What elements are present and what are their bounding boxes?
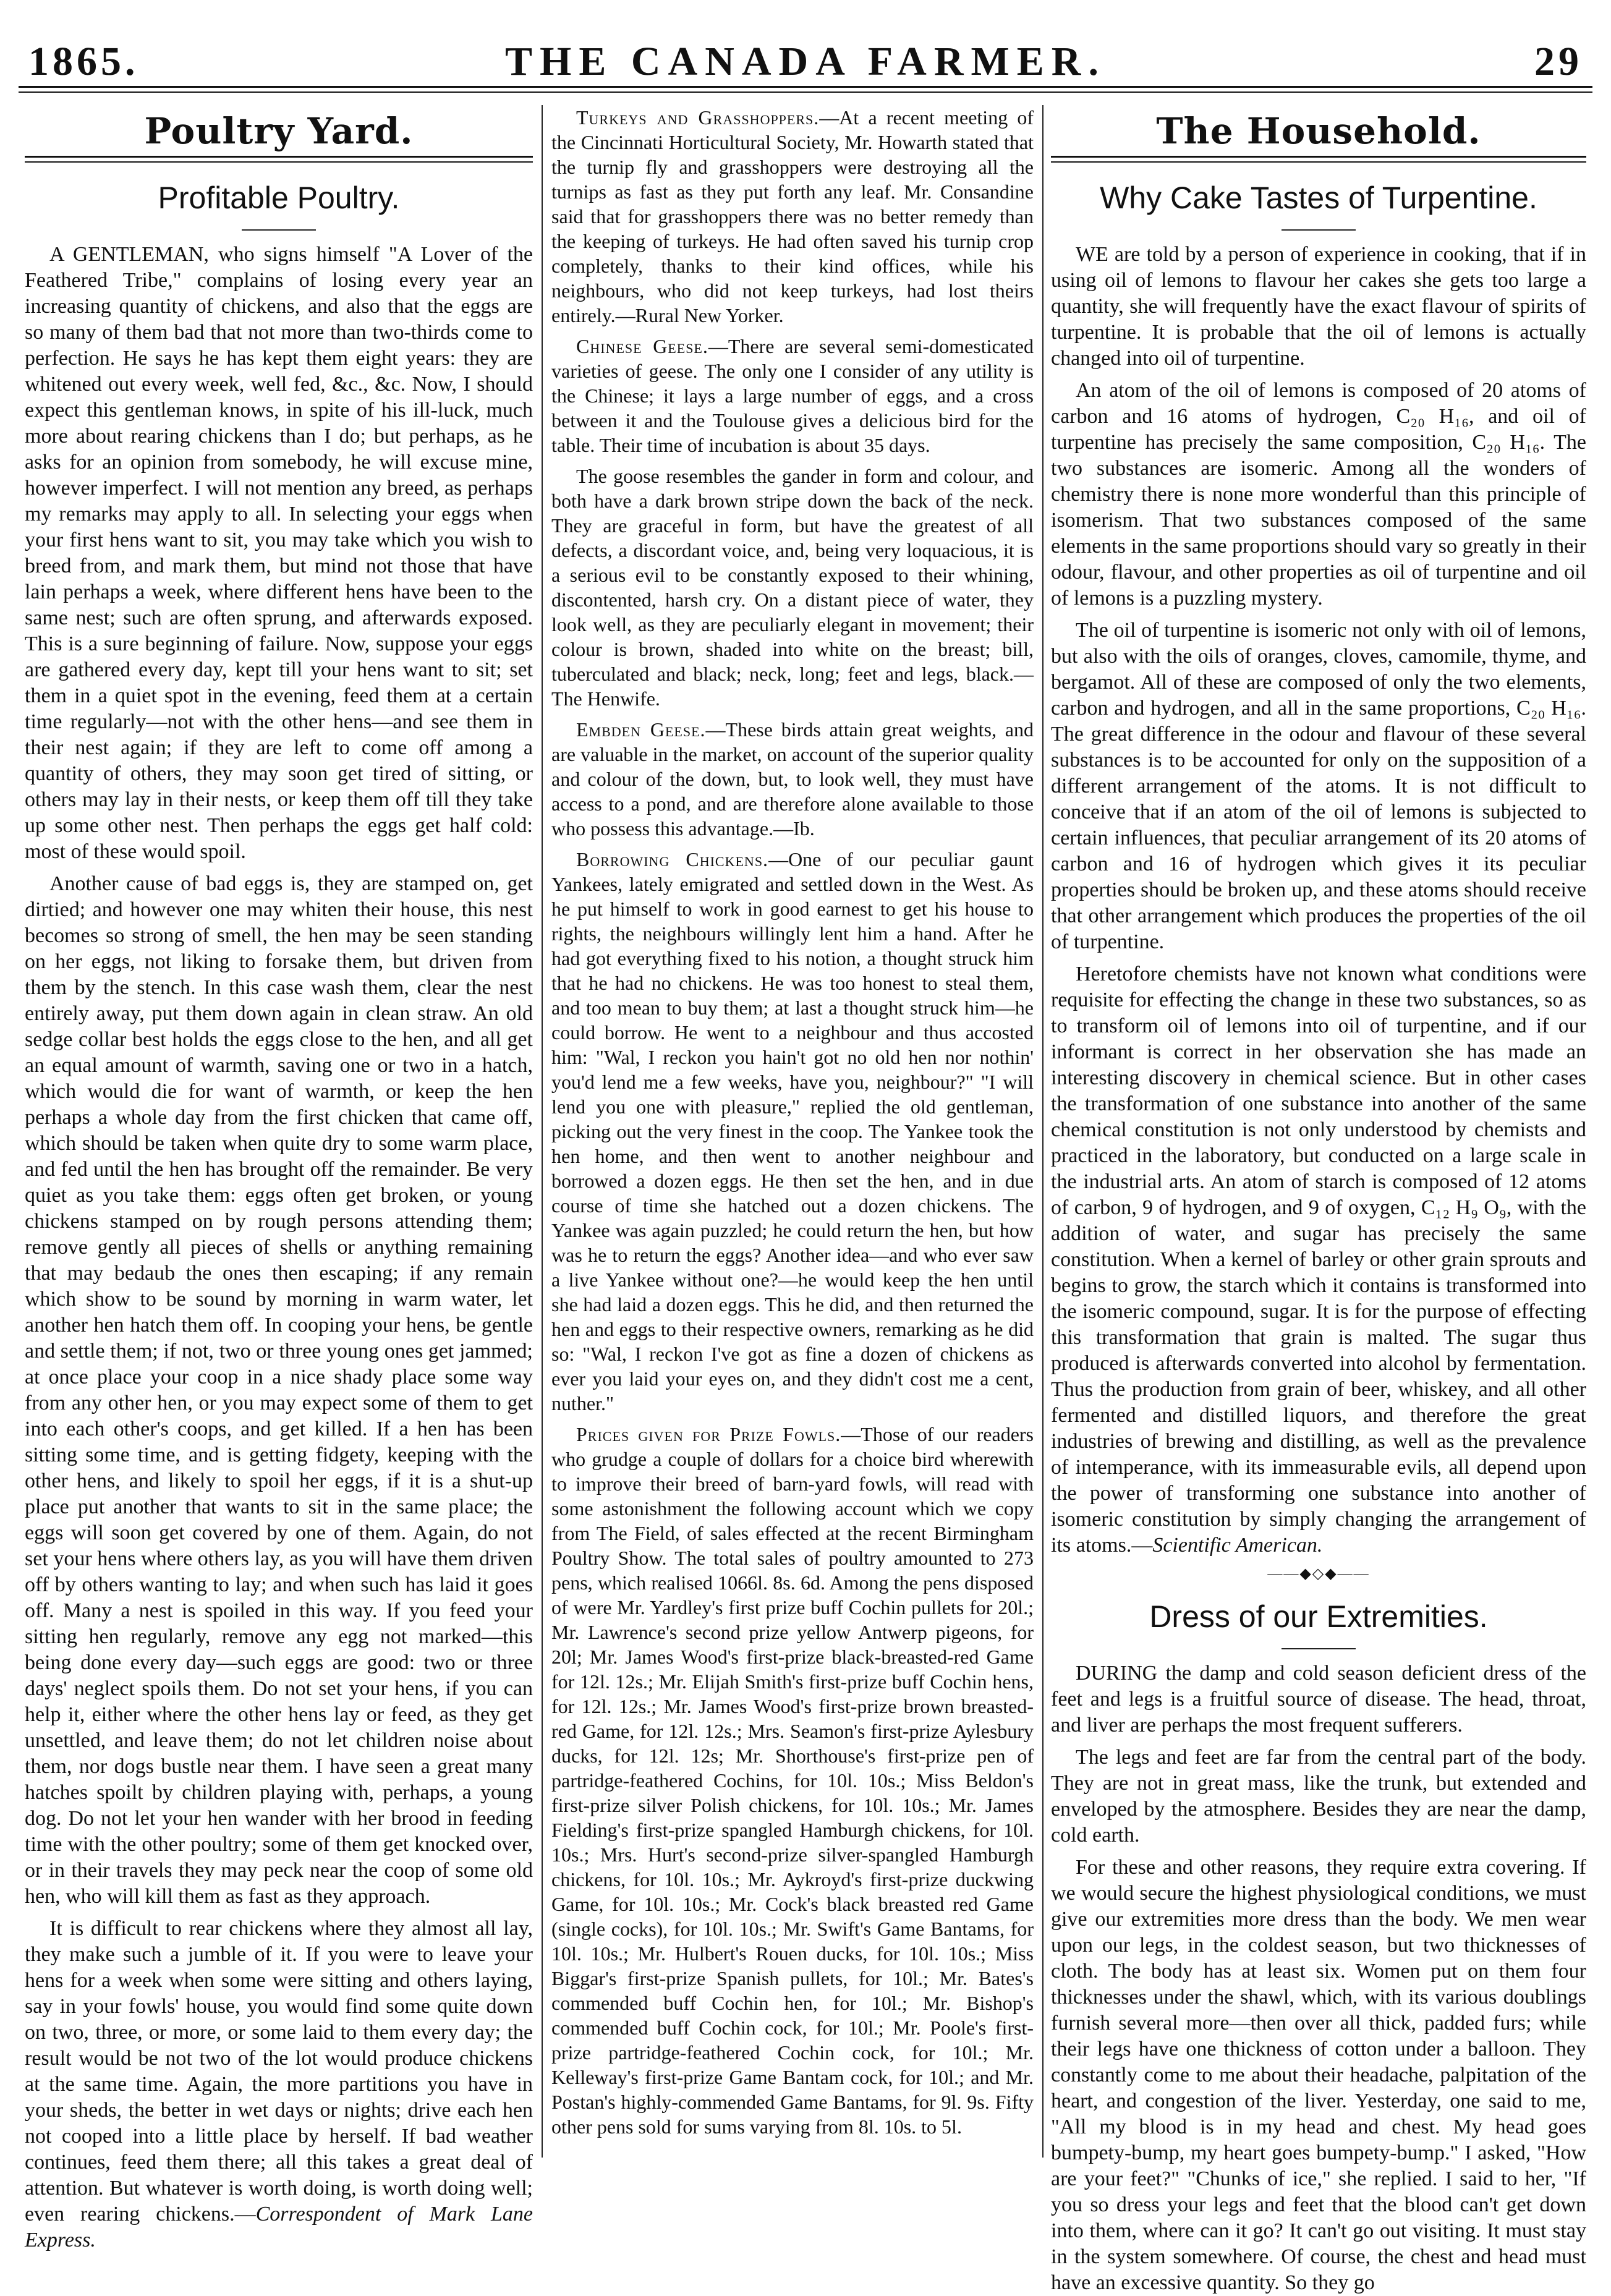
item-text: —At a recent meeting of the Cincinnati Horticultural Society, Mr. Howarth stated that the turnip fly and grasshoppers were destroying all the turnips as fast as they put forth any leaf. Mr. Consandine said that for grasshoppers there was no better remedy than the keeping of turkeys. He had often saved his turnip crop completely, thanks to their kind offices, while his neighbours, who did not keep turkeys, had lost theirs entirely.—Rural New Yorker.: [551, 106, 1034, 326]
item-heading: Chinese Geese.: [576, 335, 708, 357]
column-poultry-notes: [551, 105, 1034, 2158]
masthead-rule: [19, 86, 1592, 93]
page-number: 29: [1534, 39, 1583, 84]
item-heading: Turkeys and Grasshoppers.: [576, 106, 820, 129]
article-source: Scientific American.: [1152, 1534, 1323, 1557]
masthead: [19, 25, 1592, 93]
column-divider: [542, 105, 543, 2158]
article-paragraph: Another cause of bad eggs is, they are stamped on, get dirtied; and however one may whiten their house, this nest becomes so strong of smell, the hen may be seen standing on her eggs, not liking to forsake them, but driven from them by the stench. In this case wash them, clear the nest entirely away, put them down again in clean straw. An old sedge collar best holds the eggs close to the hen, and all get an equal amount of warmth, saving one or two in a hatch, which would die for want of warmth, or keep the hen perhaps a whole day from the first chicken that came off, which should be taken when quite dry to some warm place, and fed until the hen has brought off the remainder. Be very quiet as you take them: eggs often get broken, or young chickens stamped on by rough persons attending them; remove gently all pieces of shells or anything remaining that may bedaub the ones then escaping; if any remain which show to be sound by morning in warm water, let another hen hatch them off. In cooping your hens, be gentle and settle them; if not, two or three young ones get jammed; at once place your coop in a nice shady place some way from any other hen, or you may expect some of them to get into each other's coops, and get killed. If a hen has been sitting some time, and is getting fidgety, keeping with the other hens, and likely to spoil her eggs, if it is a shut-up place put another that wants to sit in the same place; the eggs will soon get covered by one of them. Again, do not set your hens where others lay, as you will have them driven off by others wanting to lay; and when such has laid it goes off. Many a nest is spoiled in this way. If you feed your sitting hen regularly, remove any egg not marked—this being done every day—such eggs are good: two or three days' neglect spoils them. Do not set your hens, if you can help it, either where the other hens lay or feed, as they get unsettled, and leave them; do not let children noise about them, nor dogs bustle near them. I have seen a great many hatches spoilt by children playing with, perhaps, a young dog. Do not let your hen wander with her brood in feeding time with the other poultry; some of them get knocked over, or in their travels they may peck near the coop of some old hen, who will kill them as fast as they approach.: [25, 872, 533, 1908]
article-source: Correspondent of Mark Lane Express.: [25, 2203, 533, 2251]
article-paragraph: The legs and feet are far from the central part of the body. They are not in great mass, like the trunk, but extended and enveloped by the atmosphere. Besides they are near the damp, cold earth.: [1051, 1746, 1586, 1847]
column-poultry-yard: [25, 105, 533, 2251]
article-paragraph: A GENTLEMAN, who signs himself "A Lover of the Feathered Tribe," complains of losing every year an increasing quantity of chickens, and also that the eggs are so many of them bad that not more than two-thirds come to perfection. He says he has kept them eight years: they are whitened out every week, well fed, &c., &c. Now, I should expect this gentleman knows, in spite of his ill-luck, much more about rearing chickens than I do; but perhaps, as he asks for an opinion from somebody, he will excuse mine, however imperfect. I will not mention any breed, as perhaps my remarks may apply to all. In selecting your eggs when your first hens want to sit, you may take which you wish to breed from, and mark them, but mind not those that have lain perhaps a week, where different hens have been to the same nest; such are often sprung, and afterwards exposed. This is a sure beginning of failure. Now, suppose your eggs are gathered every day, kept till your hens want to sit; set them in a quiet spot in the evening, feed them at a certain time regularly—not with the other hens—and see them in their nest again; if they are left to come off among a quantity of others, they may soon get tired of sitting, or others may lay in their nests, or keep them off till they take up some other nest. Then perhaps the eggs get half cold: most of these would spoil.: [25, 243, 533, 863]
news-item: [551, 334, 1034, 457]
title-rule: [1282, 229, 1356, 231]
section-heading: Poultry Yard.: [144, 110, 414, 152]
item-heading: Embden Geese.: [576, 718, 706, 741]
article-paragraph: An atom of the oil of lemons is composed of 20 atoms of carbon and 16 atoms of hydrogen, C₂₀ H₁₆, and oil of turpentine has precisely the same composition, C₂₀ H₁₆. The two substances are isomeric. Among all the wonders of chemistry there is none more wonderful than this principle of isomerism. That two substances composed of the same elements in the same proportions should vary so greatly in their odour, flavour, and other properties as oil of turpentine and oil of lemons is a puzzling mystery.: [1051, 379, 1586, 610]
article-paragraph: [1051, 961, 1586, 1558]
issue-year: 1865.: [28, 39, 139, 84]
news-item: [551, 464, 1034, 711]
column-divider: [1042, 105, 1044, 2158]
item-text: The goose resembles the gander in form and colour, and both have a dark brown stripe down the back of the neck. They are graceful in form, but have the greatest of all defects, a discordant voice, and, being very loquacious, it is a serious evil to be constantly exposed to their whining, discontented, harsh cry. On a distant piece of water, they look well, as they are peculiarly elegant in movement; their colour is brown, shaded into white on the breast; bill, tuberculated and black; neck, long; feet and legs, black.—The Henwife.: [551, 465, 1034, 710]
article-title: Dress of our Extremities.: [1149, 1599, 1488, 1634]
news-item: [551, 1422, 1034, 2139]
article-paragraph: DURING the damp and cold season deficient dress of the feet and legs is a fruitful source of disease. The head, throat, and liver are perhaps the most frequent sufferers.: [1051, 1662, 1586, 1737]
title-rule: [1282, 1648, 1356, 1649]
paragraph-text: It is difficult to rear chickens where they almost all lay, they make such a jumble of it. If you were to leave your hens for a week when some were sitting and others laying, say in your fowls' house, you would find some quite down on two, three, or more, or some laid to them every day; the result would be not two of the lot would produce chickens at the same time. Again, the more partitions you have in your sheds, the better in wet days or nights; drive each hen not cooped into a little place by herself. If bad weather continues, feed them there; all this takes a great deal of attention. But whatever is worth doing, is worth doing well; even rearing chickens.—: [25, 1917, 533, 2226]
article-title: Why Cake Tastes of Turpentine.: [1100, 181, 1537, 215]
article-paragraph: For these and other reasons, they require extra covering. If we would secure the highest physiological conditions, we must give our extremities more dress than the body. We men wear upon our legs, in the coldest season, but two thicknesses of cloth. The body has at least six. Women put on them four thicknesses under the shawl, which, with its various doublings furnish several more—then over all thick, padded furs; while their legs have one thickness of cotton under a balloon. They constantly come to me about their headache, palpitation of the heart, and congestion of the liver. Yesterday, one said to me, "All my blood is in my head and chest. My head goes bumpety-bump, my heart goes bumpety-bump." I asked, "How are your feet?" "Chunks of ice," she replied. I said to her, "If you so dress your legs and feet that the blood can't get down into them, where can it go? It can't go out visiting. It must stay in the system somewhere. Of course, the chest and head must have an excessive quantity. So they go: [1051, 1856, 1586, 2294]
article-paragraph: WE are told by a person of experience in cooking, that if in using oil of lemons to flavour her cakes she gets too large a quantity, she will frequently have the exact flavour of spirits of turpentine. It is probable that the oil of lemons is actually changed into oil of turpentine.: [1051, 243, 1586, 370]
news-item: [551, 717, 1034, 841]
item-heading: Borrowing Chickens.: [576, 848, 769, 870]
item-text: —One of our peculiar gaunt Yankees, lately emigrated and settled down in the West. As he put himself to work in good earnest to get his house to rights, the neighbours willingly lent him a hand. After he had got everything fixed to his notion, a thought struck him that he had no chickens. He was too honest to steal them, and too mean to buy them; at last a thought struck him—he could borrow. He went to a neighbour and thus accosted him: "Wal, I reckon you hain't got no old hen nor nothin' you'd lend me a few weeks, have you, neighbour?" "I will lend you one with pleasure," replied the old gentleman, picking out the very finest in the coop. The Yankee took the hen home, and then went to another neighbour and borrowed a dozen eggs. He then set the hen, and in due course of time she hatched out a dozen chickens. The Yankee was again puzzled; he could return the hen, but how was he to return the eggs? Another idea—and who ever saw a live Yankee without one?—he would keep the hen until she had laid a dozen eggs. This he did, and then returned the hen and eggs to their respective owners, remarking as he did so: "Wal, I reckon I've got as fine a dozen of chickens as ever you laid your eyes on, and they didn't cost me a cent, nuther.": [551, 848, 1034, 1414]
news-item: [551, 105, 1034, 328]
item-text: —Those of our readers who grudge a couple of dollars for a choice bird wherewith to improve their breed of barn-yard fowls, will read with some astonishment the following account which we copy from The Field, of sales effected at the recent Birmingham Poultry Show. The total sales of poultry amounted to 273 pens, which realised 1066l. 8s. 6d. Among the pens disposed of were Mr. Yardley's first prize buff Cochin pullets for 20l.; Mr. Lawrence's second prize yellow Antwerp pigeons, for 20l; Mr. James Wood's first-prize black-breasted-red Game for 12l. 12s.; Mr. Elijah Smith's first-prize buff Cochin hens, for 12l. 12s.; Mr. James Wood's first-prize brown breasted-red Game, for 12l. 12s.; Mrs. Seamon's first-prize Aylesbury ducks, for 12l. 12s; Mr. Shorthouse's first-prize pen of partridge-feathered Cochins, for 10l. 10s.; Miss Beldon's first-prize silver Polish chickens, for 10l. 10s.; Mr. James Fielding's first-prize spangled Hamburgh chickens, for 10l. 10s.; Mrs. Hurt's second-prize silver-spangled Hamburgh chickens, for 10l. 10s.; Mr. Aykroyd's first-prize duckwing Game, for 10l. 10s.; Mr. Cock's black breasted red Game (single cocks), for 10l. 10s.; Mr. Swift's Game Bantams, for 10l. 10s.; Mr. Hulbert's Rouen ducks, for 10l. 10s.; Miss Biggar's first-prize Spanish pullets, for 10l.; Mr. Bates's commended buff Cochin hen, for 10l.; Mr. Bishop's commended buff Cochin cock, for 10l.; Mr. Poole's first-prize partridge-feathered Cochin cock, for 10l.; Mr. Kelleway's first-prize Game Bantam cock, for 10l.; and Mr. Postan's highly-commended Game Bantams, for 9l. 9s. Fifty other pens sold for sums varying from 8l. 10s. to 5l.: [551, 1423, 1034, 2138]
section-heading: The Household.: [1156, 110, 1481, 152]
article-paragraph: The oil of turpentine is isomeric not only with oil of lemons, but also with the oils of oranges, cloves, camomile, thyme, and bergamot. All of these are composed of only the two elements, carbon and hydrogen, and all in the same proportions, C₂₀ H₁₆. The great difference in the odour and flavour of these several substances is to be accounted for only on the supposition of a different arrangement of the atoms. It is not difficult to conceive that if an atom of the oil of lemons is subjected to certain influences, that peculiar arrangement of its 20 atoms of carbon and 16 of hydrogen which gives it its peculiar properties should be broken up, and these atoms should receive that other arrangement which produces the properties of the oil of turpentine.: [1051, 619, 1586, 953]
section-ornament: ——◆◇◆——: [1267, 1566, 1370, 1582]
title-rule: [242, 229, 316, 231]
item-text: —These birds attain great weights, and are valuable in the market, on account of the superior quality and colour of the down, but, to look well, they must have access to a pond, and are therefore alone available to those who possess this advantage.—Ib.: [551, 718, 1034, 840]
paragraph-text: Heretofore chemists have not known what conditions were requisite for effecting the change in these two substances, so as to transform oil of lemons into oil of turpentine, and if our informant is correct in her observation she has made an interesting discovery in chemical science. But in other cases the transformation of one substance into another of the same chemical constitution is not only understood by chemists and practiced in the laboratory, but conducted on a large scale in the industrial arts. An atom of starch is composed of 12 atoms of carbon, 9 of hydrogen, and 9 of oxygen, C₁₂ H₉ O₉, with the addition of water, and sugar has precisely the same constitution. When a kernel of barley or other grain sprouts and begins to grow, the starch which it contains is transformed into the isomeric compound, sugar. It is for the purpose of effecting this transformation that grain is malted. The sugar thus produced is afterwards converted into alcohol by fermentation. Thus the production from grain of beer, whiskey, and all other fermented and distilled liquors, and therefore the great industries of brewing and distilling, as well as the prevalence of intemperance, with its immeasurable evils, all depend upon the power of transforming one substance into another of isomeric constitution by simply changing the arrangement of its atoms.—: [1051, 963, 1586, 1557]
column-household: [1051, 105, 1586, 2294]
item-heading: Prices given for Prize Fowls.: [576, 1423, 841, 1445]
article-paragraph: [25, 1916, 533, 2253]
section-rule: [25, 156, 533, 163]
item-text: —There are several semi-domesticated varieties of geese. The only one I consider of any utility is the Chinese; it lays a large number of eggs, and a cross between it and the Toulouse gives a delicious bird for the table. Their time of incubation is about 35 days.: [551, 335, 1034, 456]
article-title: Profitable Poultry.: [158, 181, 400, 215]
news-item: [551, 847, 1034, 1416]
newspaper-title: THE CANADA FARMER.: [505, 39, 1106, 84]
section-rule: [1051, 156, 1586, 163]
